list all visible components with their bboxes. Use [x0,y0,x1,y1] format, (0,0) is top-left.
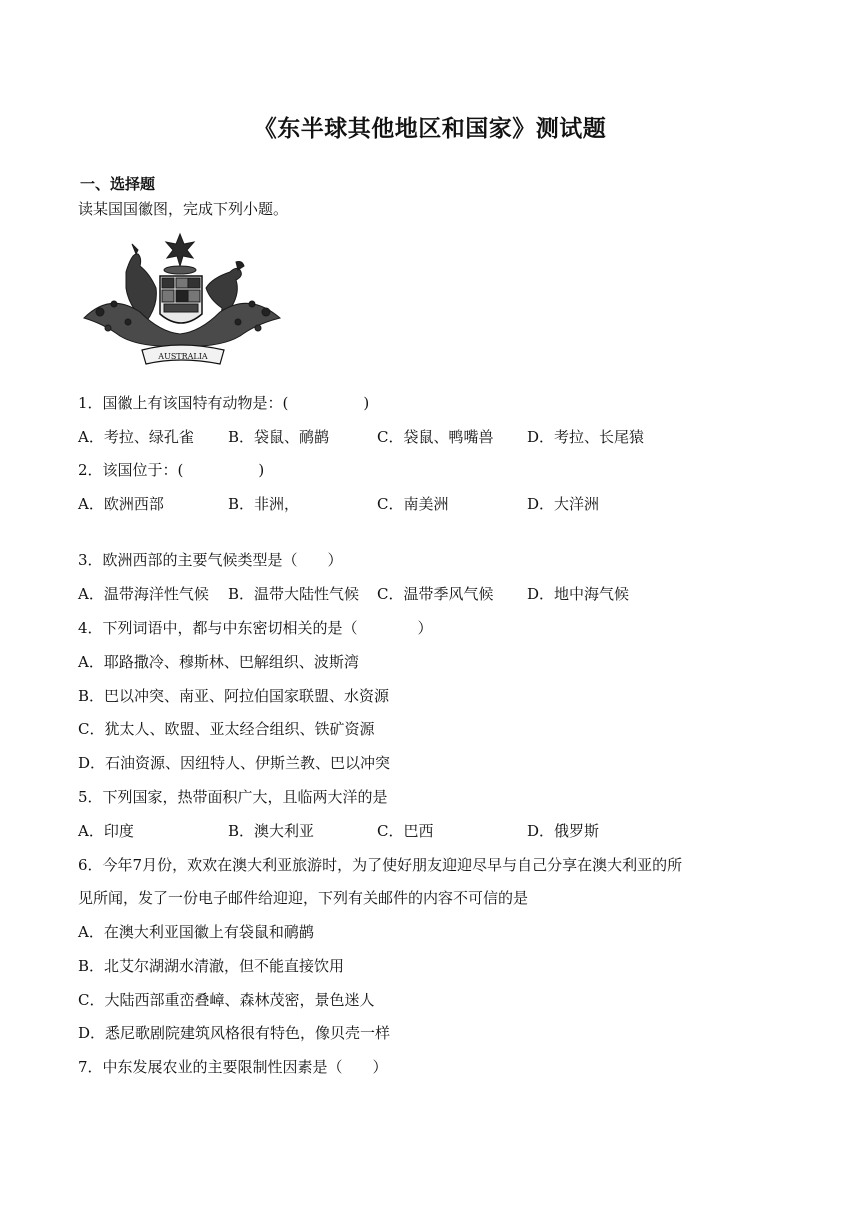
question-3: 3．欧洲西部的主要气候类型是（ ） [78,551,343,569]
question-4: 4．下列词语中，都与中东密切相关的是（ ） [78,619,433,637]
q3-option-b: B．温带大陆性气候 [228,585,360,603]
question-1: 1．国徽上有该国特有动物是：( ) [78,394,370,412]
q6-option-c: C．大陆西部重峦叠嶂、森林茂密，景色迷人 [78,991,375,1009]
q1-option-d: D．考拉、长尾猿 [527,428,645,446]
intro-text: 读某国国徽图，完成下列小题。 [78,200,289,218]
q4-option-b: B．巴以冲突、南亚、阿拉伯国家联盟、水资源 [78,687,390,705]
q2-option-b: B．非洲， [228,495,300,513]
q3-option-d: D．地中海气候 [527,585,630,603]
q4-option-d: D．石油资源、因纽特人、伊斯兰教、巴以冲突 [78,754,391,772]
q1-option-c: C．袋鼠、鸭嘴兽 [377,428,494,446]
q2-option-d: D．大洋洲 [527,495,600,513]
q3-option-c: C．温带季风气候 [377,585,494,603]
q5-option-a: A．印度 [78,822,134,840]
question-6: 6．今年7月份，欢欢在澳大利亚旅游时，为了使好朋友迎迎尽早与自己分享在澳大利亚的所 [78,856,683,874]
page-title: 《东半球其他地区和国家》测试题 [253,116,607,142]
emblem-motto: AUSTRALIA [158,352,208,361]
question-2: 2．该国位于：( ) [78,461,265,479]
q2-option-a: A．欧洲西部 [78,495,164,513]
question-5: 5．下列国家，热带面积广大，且临两大洋的是 [78,788,388,806]
q5-option-b: B．澳大利亚 [228,822,315,840]
question-6-continued: 见所闻，发了一份电子邮件给迎迎，下列有关邮件的内容不可信的是 [78,889,529,907]
q6-option-a: A．在澳大利亚国徽上有袋鼠和鸸鹋 [78,923,314,941]
q4-option-a: A．耶路撒冷、穆斯林、巴解组织、波斯湾 [78,653,359,671]
q5-option-c: C．巴西 [377,822,434,840]
question-7: 7．中东发展农业的主要限制性因素是（ ） [78,1058,388,1076]
q6-option-b: B．北艾尔湖湖水清澈，但不能直接饮用 [78,957,345,975]
coat-of-arms-image [80,232,286,374]
q4-option-c: C．犹太人、欧盟、亚太经合组织、铁矿资源 [78,720,375,738]
q2-option-c: C．南美洲 [377,495,449,513]
q5-option-d: D．俄罗斯 [527,822,600,840]
q1-option-a: A．考拉、绿孔雀 [78,428,194,446]
section-heading: 一、选择题 [80,175,156,193]
q3-option-a: A．温带海洋性气候 [78,585,209,603]
q6-option-d: D．悉尼歌剧院建筑风格很有特色，像贝壳一样 [78,1024,391,1042]
q1-option-b: B．袋鼠、鸸鹋 [228,428,330,446]
